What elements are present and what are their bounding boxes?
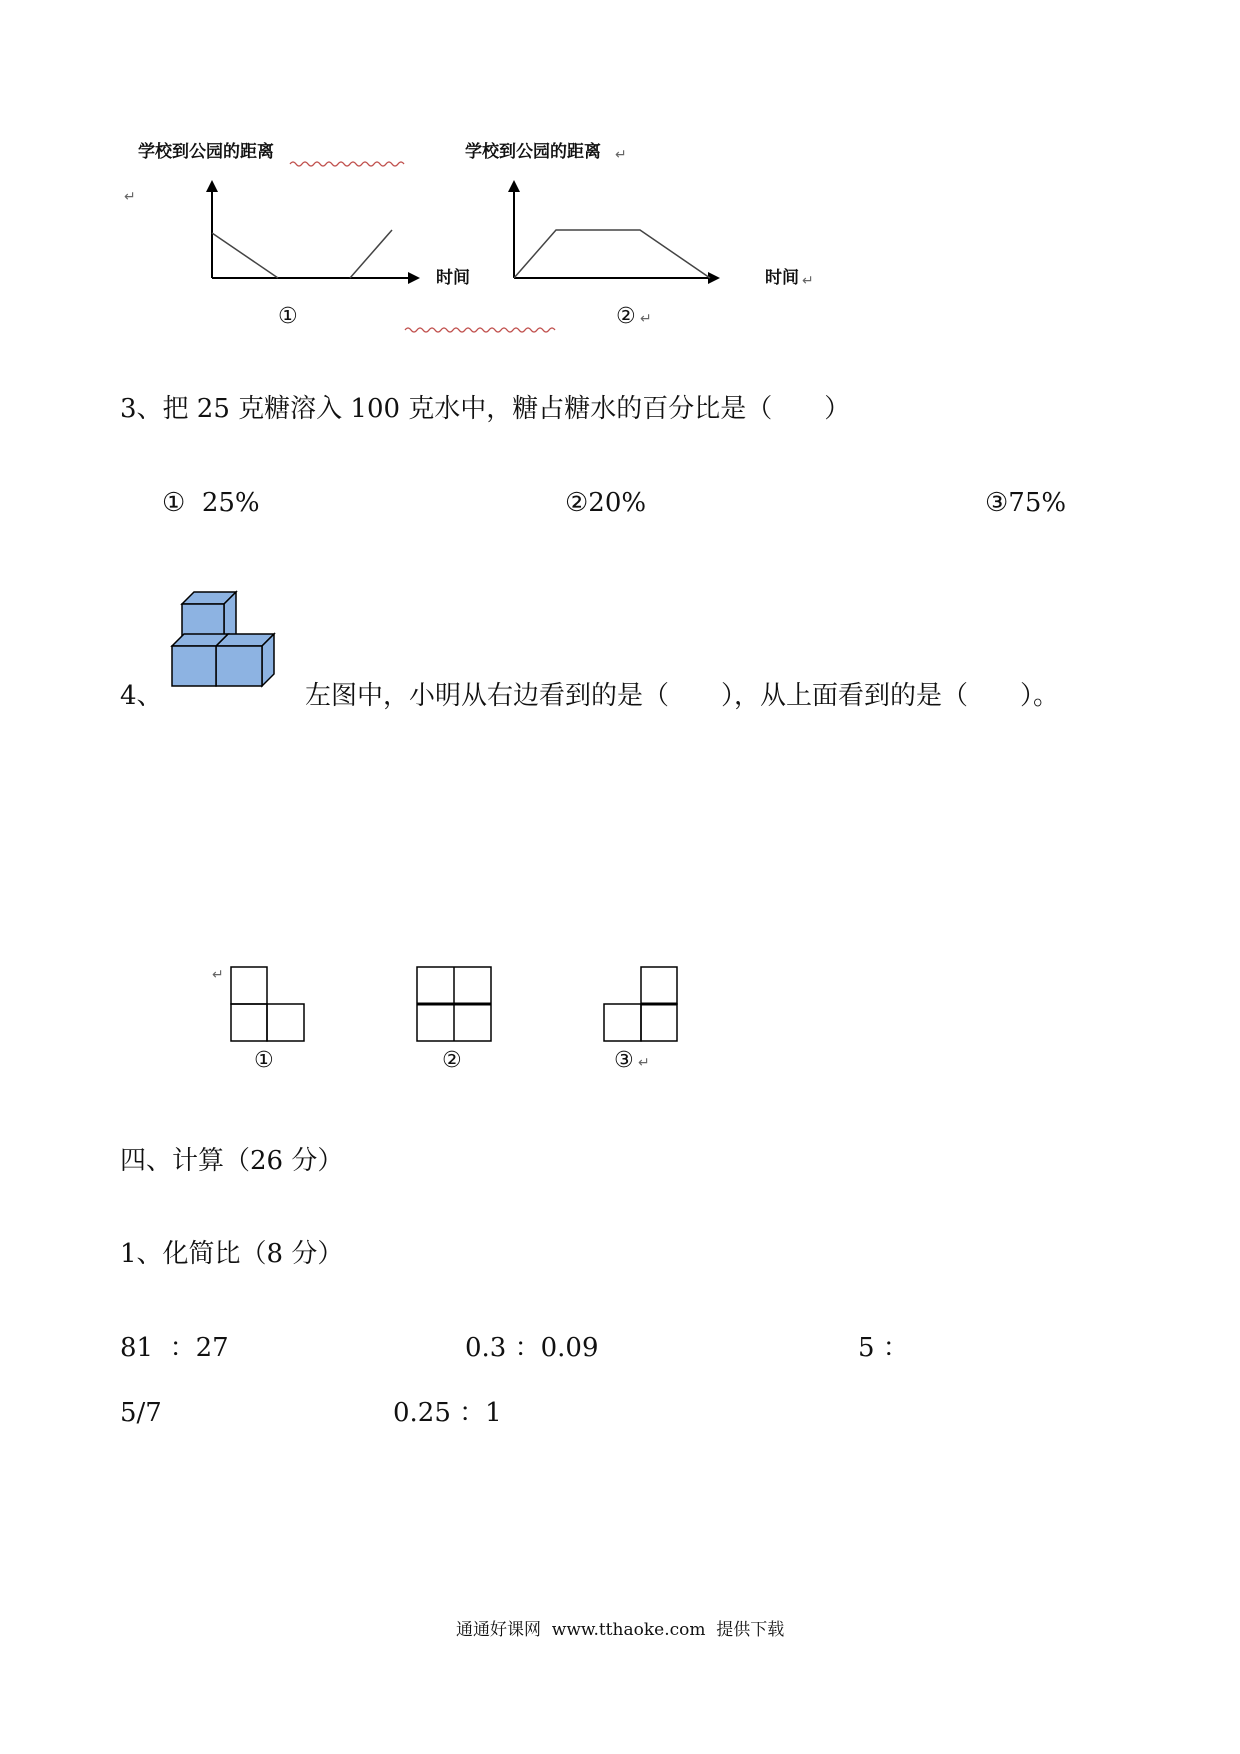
return-mark: ↵ bbox=[638, 1055, 650, 1071]
view-1-shape bbox=[231, 967, 304, 1041]
view-3-label: ③ bbox=[614, 1048, 634, 1073]
q3-option-2: ②20% bbox=[565, 488, 647, 518]
view-3-shape bbox=[604, 967, 677, 1041]
return-mark: ↵ bbox=[615, 147, 627, 163]
ratio-3: 5 ： bbox=[858, 1333, 909, 1363]
q3-option-3: ③75% bbox=[985, 488, 1067, 518]
view-1-label: ① bbox=[254, 1048, 274, 1073]
footer: 通通好课网 www.tthaoke.com 提供下载 bbox=[456, 1620, 785, 1640]
section-4-title: 四、计算（26 分） bbox=[120, 1146, 344, 1176]
ratio-3-cont: 5/7 bbox=[120, 1398, 162, 1428]
question-3-text: 3、把 25 克糖溶入 100 克水中，糖占糖水的百分比是（ ） bbox=[120, 394, 851, 424]
graph2-title: 学校到公园的距离 bbox=[465, 142, 601, 162]
subsection-1-title: 1、化简比（8 分） bbox=[120, 1239, 344, 1269]
return-mark: ↵ bbox=[124, 189, 136, 205]
graph2-xlabel: 时间 bbox=[765, 268, 799, 288]
ratio-1: 81 ：27 bbox=[120, 1333, 229, 1363]
return-mark: ↵ bbox=[212, 967, 224, 983]
q3-option-1: ① 25% bbox=[162, 488, 260, 518]
question-4-number: 4、 bbox=[120, 681, 163, 711]
question-4-text: 左图中，小明从右边看到的是（ ），从上面看到的是（ ）。 bbox=[305, 681, 1060, 711]
graph1-xlabel: 时间 bbox=[436, 268, 470, 288]
ratio-2: 0.3 ：0.09 bbox=[465, 1333, 599, 1363]
graph2-label: ② bbox=[616, 304, 636, 329]
graph1-label: ① bbox=[278, 304, 298, 329]
graph1-title: 学校到公园的距离 bbox=[138, 142, 274, 162]
view-2-label: ② bbox=[442, 1048, 462, 1073]
view-2-shape bbox=[417, 967, 491, 1041]
return-mark: ↵ bbox=[640, 311, 652, 327]
ratio-4: 0.25 ：1 bbox=[393, 1398, 502, 1428]
return-mark: ↵ bbox=[802, 273, 814, 289]
